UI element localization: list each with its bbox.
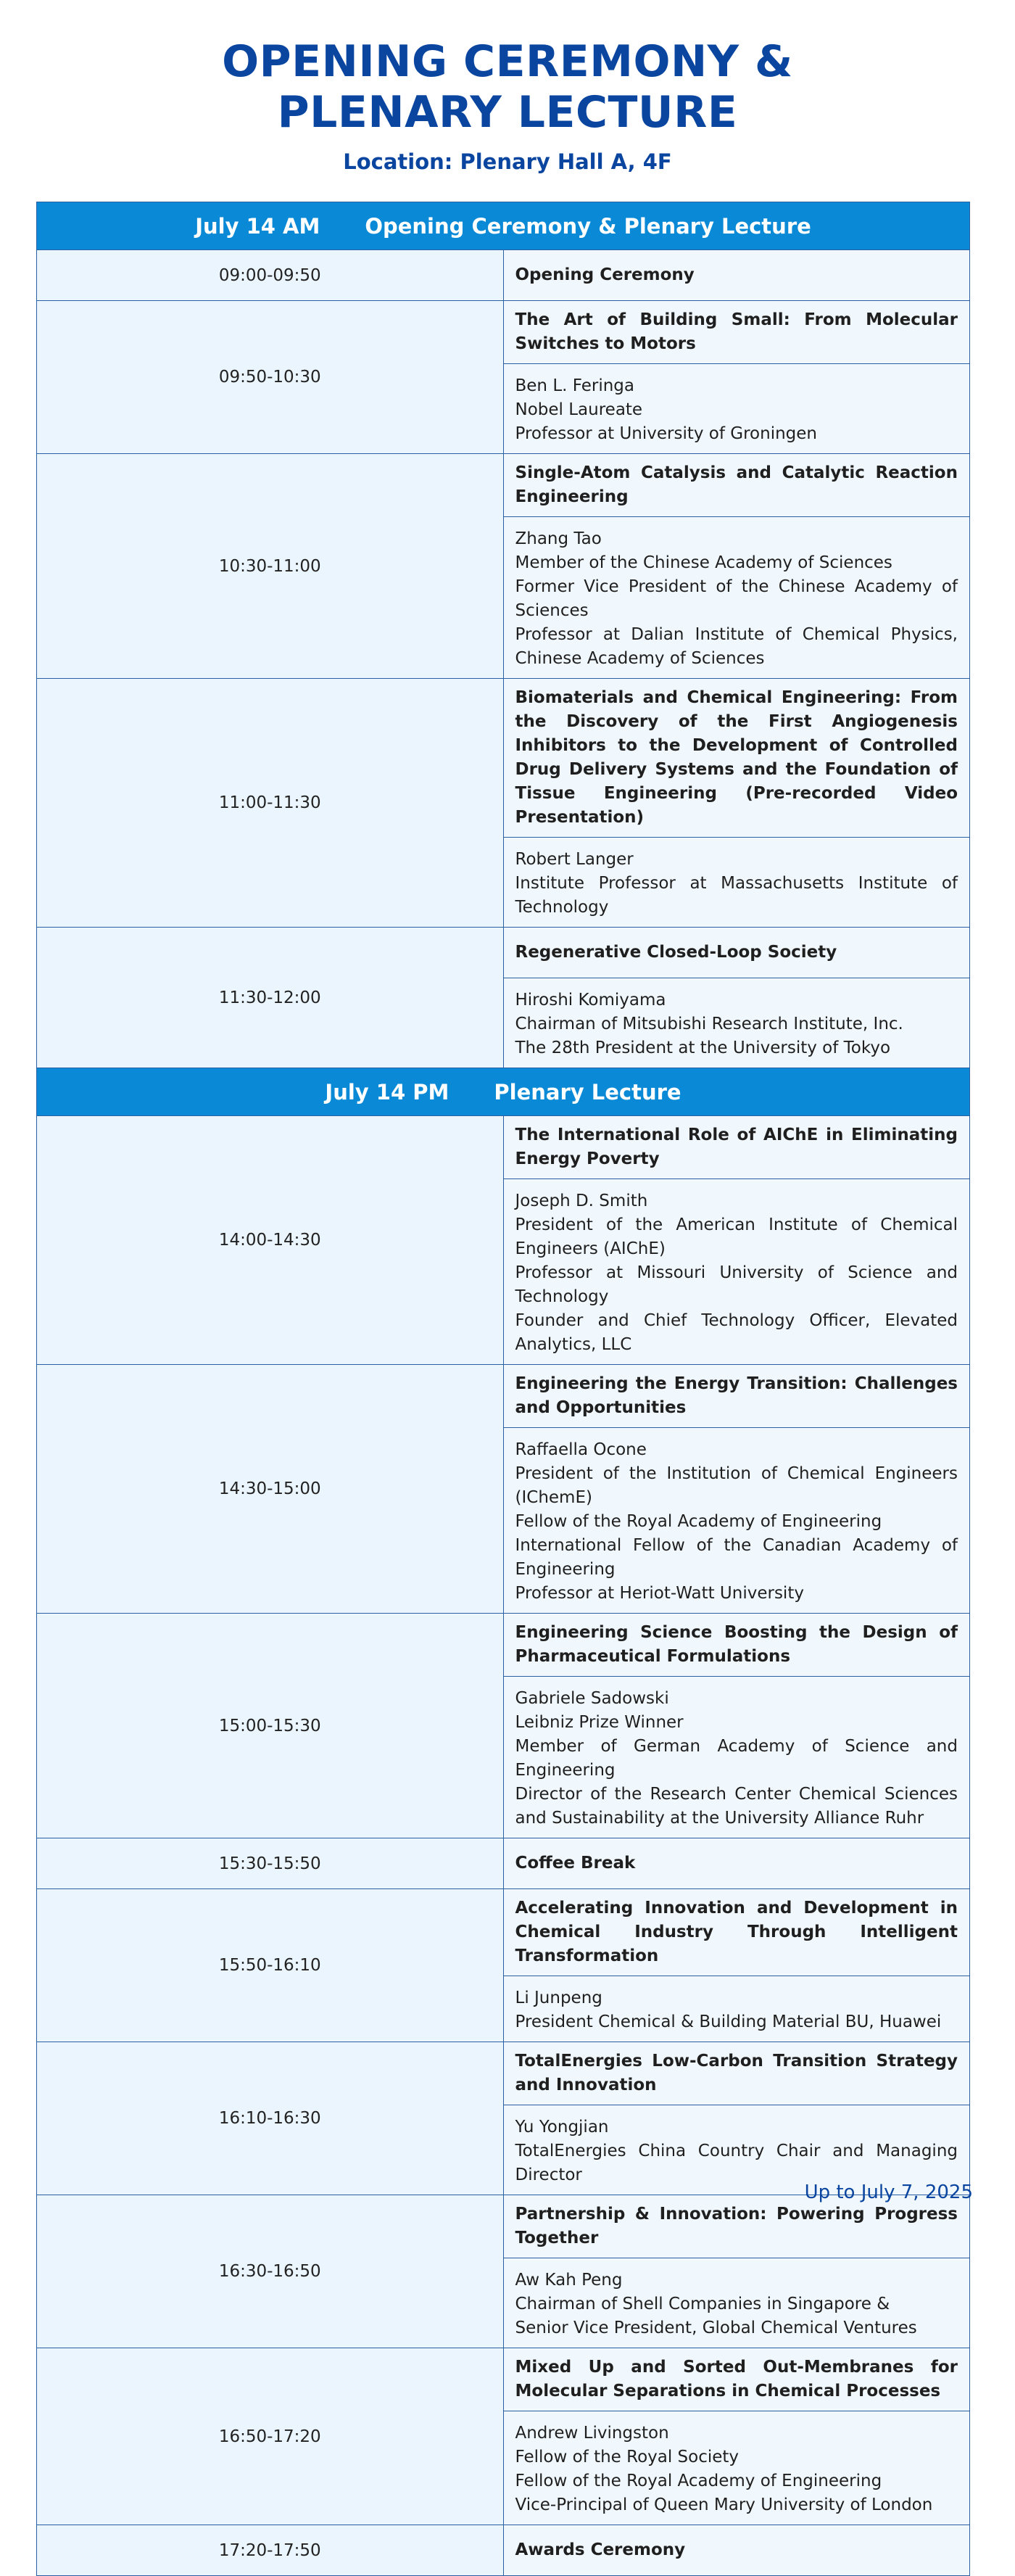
speaker-affiliation: President Chemical & Building Material BU, Huawei	[515, 2012, 942, 2031]
session-title: Accelerating Innovation and Development in Chemical Industry Through Intelligent Transformation	[503, 1889, 970, 1976]
session-time: 15:30-15:50	[37, 1838, 504, 1889]
session-title: Engineering Science Boosting the Design of Pharmaceutical Formulations	[503, 1614, 970, 1677]
page-title	[0, 36, 1015, 138]
speaker-affiliation: Director of the Research Center Chemical Sciences and Sustainability at the University Alliance Ruhr	[515, 1785, 958, 1828]
session-time: 17:20-17:50	[37, 2525, 504, 2576]
speaker-info	[503, 2258, 970, 2348]
session-title: Mixed Up and Sorted Out-Membranes for Molecular Separations in Chemical Processes	[503, 2348, 970, 2411]
title-line-1: OPENING CEREMONY &	[222, 36, 793, 87]
speaker-name: Robert Langer	[515, 850, 634, 869]
speaker-name: Joseph D. Smith	[515, 1192, 648, 1210]
speaker-affiliation: Fellow of the Royal Academy of Engineering	[515, 2472, 882, 2490]
speaker-info	[503, 364, 970, 454]
session-row	[37, 250, 970, 301]
speaker-affiliation: Professor at Dalian Institute of Chemical Physics, Chinese Academy of Sciences	[515, 625, 958, 668]
session-time: 11:00-11:30	[37, 679, 504, 928]
session-time: 14:00-14:30	[37, 1116, 504, 1365]
speaker-affiliation: Senior Vice President, Global Chemical Ventures	[515, 2319, 917, 2337]
speaker-name: Raffaella Ocone	[515, 1440, 647, 1459]
speaker-info	[503, 1677, 970, 1838]
session-title: Regenerative Closed-Loop Society	[503, 928, 970, 978]
session-row	[37, 2042, 970, 2105]
section-header-cell	[37, 1068, 970, 1116]
speaker-affiliation: Member of German Academy of Science and Engineering	[515, 1737, 958, 1780]
speaker-affiliation: Institute Professor at Massachusetts Institute of Technology	[515, 874, 958, 917]
session-title: Partnership & Innovation: Powering Progress Together	[503, 2195, 970, 2258]
speaker-affiliation: President of the American Institute of Chemical Engineers (AIChE)	[515, 1215, 958, 1258]
session-time: 16:50-17:20	[37, 2348, 504, 2525]
session-time: 14:30-15:00	[37, 1365, 504, 1614]
speaker-affiliation: Former Vice President of the Chinese Academy of Sciences	[515, 577, 958, 620]
speaker-name: Gabriele Sadowski	[515, 1689, 669, 1708]
speaker-affiliation: Professor at University of Groningen	[515, 424, 817, 443]
session-row	[37, 679, 970, 838]
session-time: 11:30-12:00	[37, 928, 504, 1068]
speaker-info	[503, 838, 970, 928]
speaker-info	[503, 517, 970, 679]
session-row	[37, 454, 970, 517]
speaker-info	[503, 1428, 970, 1614]
location-label: Location: Plenary Hall A, 4F	[343, 149, 672, 174]
speaker-affiliation: Professor at Missouri University of Science and Technology	[515, 1263, 958, 1306]
speaker-affiliation: International Fellow of the Canadian Academy of Engineering	[515, 1536, 958, 1579]
session-row	[37, 301, 970, 364]
session-row	[37, 2348, 970, 2411]
speaker-affiliation: Member of the Chinese Academy of Sciences	[515, 553, 892, 572]
session-title: Coffee Break	[503, 1838, 970, 1889]
speaker-name: Li Junpeng	[515, 1989, 602, 2007]
speaker-affiliation: Fellow of the Royal Society	[515, 2448, 740, 2466]
speaker-affiliation: Vice-Principal of Queen Mary University of London	[515, 2496, 933, 2514]
speaker-name: Ben L. Feringa	[515, 376, 634, 395]
speaker-affiliation: Chairman of Mitsubishi Research Institute, Inc.	[515, 1015, 903, 1033]
section-header	[37, 202, 970, 250]
session-row	[37, 1365, 970, 1428]
section-name: Opening Ceremony & Plenary Lecture	[365, 213, 811, 239]
speaker-info	[503, 1976, 970, 2042]
speaker-name: Hiroshi Komiyama	[515, 991, 666, 1010]
session-title: TotalEnergies Low-Carbon Transition Strategy and Innovation	[503, 2042, 970, 2105]
speaker-name: Aw Kah Peng	[515, 2271, 623, 2290]
session-row	[37, 2195, 970, 2258]
title-line-2: PLENARY LECTURE	[277, 87, 738, 138]
footer-note: Up to July 7, 2025	[804, 2181, 973, 2203]
speaker-info	[503, 1179, 970, 1365]
speaker-affiliation: Nobel Laureate	[515, 400, 643, 419]
speaker-name: Zhang Tao	[515, 529, 602, 548]
speaker-affiliation: Leibniz Prize Winner	[515, 1713, 684, 1732]
session-time: 09:00-09:50	[37, 250, 504, 301]
session-title: Opening Ceremony	[503, 250, 970, 301]
session-time: 10:30-11:00	[37, 454, 504, 679]
speaker-affiliation: Founder and Chief Technology Officer, Elevated Analytics, LLC	[515, 1311, 958, 1354]
speaker-affiliation: TotalEnergies China Country Chair and Managing Director	[515, 2142, 958, 2184]
session-title: The Art of Building Small: From Molecular Switches to Motors	[503, 301, 970, 364]
speaker-name: Yu Yongjian	[515, 2118, 609, 2137]
speaker-affiliation: The 28th President at the University of Tokyo	[515, 1039, 891, 1057]
speaker-info	[503, 2411, 970, 2525]
session-title: Biomaterials and Chemical Engineering: From the Discovery of the First Angiogenesis Inhibitors to the Development of Controlled Drug Delivery Systems and the Foundation of Tissue Engineering (Pre-recorded Video Presentation)	[503, 679, 970, 838]
session-time: 09:50-10:30	[37, 301, 504, 454]
session-row	[37, 1889, 970, 1976]
speaker-name: Andrew Livingston	[515, 2424, 669, 2443]
speaker-affiliation: Chairman of Shell Companies in Singapore &	[515, 2295, 890, 2313]
schedule-table	[36, 202, 970, 2576]
session-row	[37, 1116, 970, 1179]
session-row	[37, 2525, 970, 2576]
session-time: 16:10-16:30	[37, 2042, 504, 2195]
session-row	[37, 1838, 970, 1889]
speaker-affiliation: President of the Institution of Chemical Engineers (IChemE)	[515, 1464, 958, 1507]
speaker-info	[503, 978, 970, 1068]
session-title: The International Role of AIChE in Eliminating Energy Poverty	[503, 1116, 970, 1179]
speaker-affiliation: Fellow of the Royal Academy of Engineering	[515, 1512, 882, 1531]
session-time: 15:50-16:10	[37, 1889, 504, 2042]
session-row	[37, 928, 970, 978]
section-name: Plenary Lecture	[494, 1079, 682, 1105]
session-title: Awards Ceremony	[503, 2525, 970, 2576]
session-time: 15:00-15:30	[37, 1614, 504, 1838]
section-date: July 14 AM	[195, 213, 320, 239]
speaker-affiliation: Professor at Heriot-Watt University	[515, 1584, 804, 1603]
session-title: Single-Atom Catalysis and Catalytic Reaction Engineering	[503, 454, 970, 517]
section-header-cell	[37, 202, 970, 250]
session-title: Engineering the Energy Transition: Challenges and Opportunities	[503, 1365, 970, 1428]
session-row	[37, 1614, 970, 1677]
section-header	[37, 1068, 970, 1116]
section-date: July 14 PM	[325, 1079, 450, 1105]
session-time: 16:30-16:50	[37, 2195, 504, 2348]
